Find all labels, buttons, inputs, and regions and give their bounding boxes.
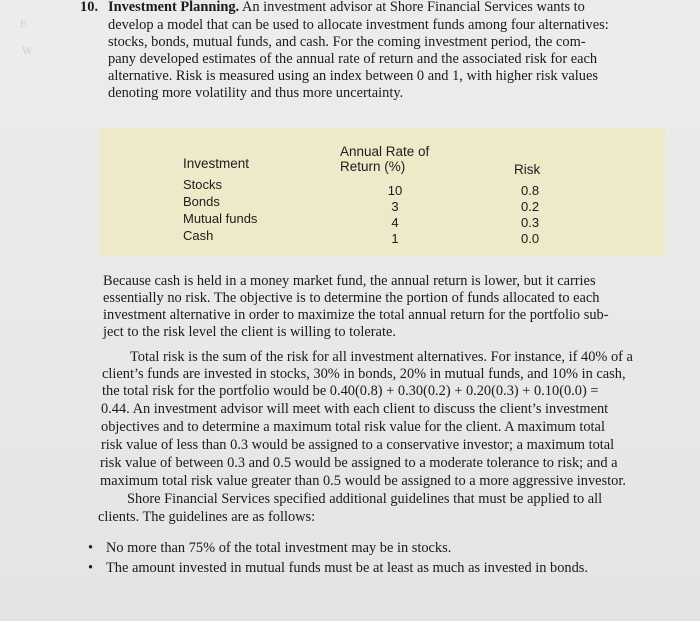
row-mutual-return: 4 (391, 215, 399, 230)
intro-line-1: Investment Planning. An investment advisor at Shore Financial Services wants to (108, 0, 585, 15)
bullet-dot-icon: • (88, 540, 94, 556)
para1-line: ject to the risk level the client is willing to tolerate. (103, 324, 396, 340)
para1-line: Because cash is held in a money market fund, the annual return is lower, but it carries (103, 273, 596, 289)
row-stocks-return: 10 (387, 183, 403, 198)
row-stocks-risk: 0.8 (521, 183, 540, 198)
para2-line: 0.44. An investment advisor will meet with each client to discuss the client’s investment (101, 401, 609, 417)
intro-line: develop a model that can be used to allocate investment funds among four alternatives: (108, 17, 609, 33)
header-risk: Risk (514, 162, 541, 177)
header-return-line2: Return (%) (340, 159, 406, 174)
row-stocks-name: Stocks (183, 177, 223, 192)
bleed-through-text: W (22, 45, 33, 57)
para1-line: investment alternative in order to maximize the total annual return for the portfolio sub- (103, 307, 609, 323)
row-bonds-risk: 0.2 (521, 199, 540, 214)
row-mutual-risk: 0.3 (521, 215, 540, 230)
intro-line: denoting more volatility and thus more uncertainty. (108, 85, 404, 101)
header-return-line1: Annual Rate of (340, 144, 430, 159)
guideline-bullet: • No more than 75% of the total investment may be in stocks. (88, 540, 452, 556)
para3-line: Shore Financial Services specified additional guidelines that must be applied to all (127, 491, 603, 507)
intro-line: alternative. Risk is measured using an index between 0 and 1, with higher risk values (108, 68, 598, 84)
intro-line: pany developed estimates of the annual rate of return and the associated risk for each (108, 51, 598, 67)
intro-line: stocks, bonds, mutual funds, and cash. For the coming investment period, the com- (108, 34, 586, 50)
problem-number: 10. (80, 0, 99, 15)
row-cash-name: Cash (183, 228, 214, 243)
problem-title: Investment Planning. (108, 0, 240, 15)
header-investment: Investment (183, 156, 250, 171)
para2-line: the total risk for the portfolio would be 0.40(0.8) + 0.30(0.2) + 0.20(0.3) + 0.10(0.0) = (102, 383, 599, 399)
bullet-dot-icon: • (88, 560, 94, 576)
para2-line: client’s funds are invested in stocks, 30% in bonds, 20% in mutual funds, and 10% in cash, (102, 366, 626, 382)
para2-line: risk value of between 0.3 and 0.5 would be assigned to a moderate tolerance to risk; and a (100, 455, 618, 471)
row-cash-risk: 0.0 (521, 231, 540, 246)
row-bonds-return: 3 (391, 199, 399, 214)
row-mutual-name: Mutual funds (183, 211, 258, 226)
guideline-bullet: • The amount invested in mutual funds must be at least as much as invested in bonds. (88, 560, 589, 576)
para3-line: clients. The guidelines are as follows: (98, 509, 316, 525)
para2-line: risk value of less than 0.3 would be assigned to a conservative investor; a maximum total (101, 437, 615, 453)
para1-line: essentially no risk. The objective is to determine the portion of funds allocated to each (103, 290, 600, 306)
para2-line: maximum total risk value greater than 0.5 would be assigned to a more aggressive investor. (100, 473, 626, 489)
row-bonds-name: Bonds (183, 194, 220, 209)
bleed-through-text: E (20, 18, 27, 30)
para2-line: objectives and to determine a maximum total risk value for the client. A maximum total (101, 419, 605, 435)
para2-line: Total risk is the sum of the risk for all investment alternatives. For instance, if 40% of a (130, 349, 633, 365)
row-cash-return: 1 (391, 231, 399, 246)
